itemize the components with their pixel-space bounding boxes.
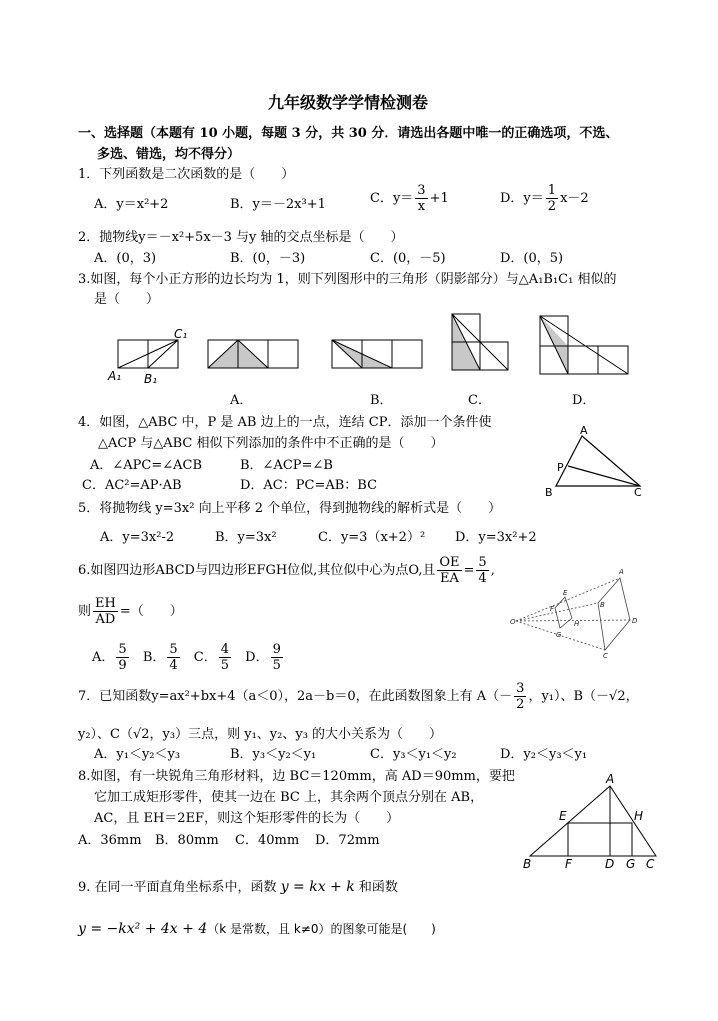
q2-option-b: B．(0，－3) xyxy=(230,251,306,266)
q8-stem: 8.如图，有一块锐角三角形材料，边 BC＝120mm，高 AD＝90mm，要把 xyxy=(78,769,515,784)
q4-stem: 4．如图，△ABC 中，P 是 AB 边上的一点，连结 CP．添加一个条件使 xyxy=(78,415,492,430)
q5-option-a: A．y=3x²-2 xyxy=(100,530,175,545)
q6-fig-h: H xyxy=(574,620,580,628)
q9-func1: y = kx + k xyxy=(280,879,355,895)
q8-label-f: F xyxy=(565,857,572,871)
q6-option-c: C． $\frac{4}{5}$ xyxy=(193,642,230,673)
q3-label-b1: B₁ xyxy=(144,372,158,386)
q3-option-b: B． xyxy=(370,393,393,408)
q6-fig-e: E xyxy=(563,589,568,597)
q7-stem-cont: y₂）、C（√2，y₃）三点，则 y₁、y₂、y₃ 的大小关系为（ ） xyxy=(78,727,443,742)
q6-fig-c: C xyxy=(603,652,608,660)
q4-stem-cont: △ACP 与△ABC 相似下列添加的条件中不正确的是（ ） xyxy=(98,436,444,451)
q2-option-d: D．(0，5) xyxy=(500,251,564,266)
q8-option-b: B．80mm xyxy=(155,833,219,848)
q3-option-a: A． xyxy=(230,393,253,408)
q6-option-b: B． $\frac{5}{4}$ xyxy=(142,642,178,673)
q3-stem-cont: 是（ ） xyxy=(94,292,160,307)
q7-option-d: D．y₂＜y₃＜y₁ xyxy=(500,747,588,762)
q7-option-b: B．y₃＜y₂＜y₁ xyxy=(230,747,317,762)
q1-option-d: D．y＝ $\frac{1}{2}$ x－2 xyxy=(500,183,589,214)
q6-fig-o: O xyxy=(510,618,516,626)
q6-fig-d: D xyxy=(632,617,638,625)
q3-label-c1: C₁ xyxy=(174,327,188,341)
q6-fig-a: A xyxy=(619,568,624,576)
q2-option-c: C．(0，－5) xyxy=(370,251,446,266)
q3-label-a1: A₁ xyxy=(108,369,122,383)
q4-option-b: B．∠ACP=∠B xyxy=(240,458,333,473)
q3-option-d: D． xyxy=(572,393,596,408)
q5-option-b: B．y=3x² xyxy=(215,530,277,545)
q4-label-a: A xyxy=(580,424,588,437)
q4-option-a: A．∠APC=∠ACB xyxy=(90,458,203,473)
q1-option-c: C．y＝ $\frac{3}{x}$ +1 xyxy=(370,183,449,214)
q4-label-p: P xyxy=(557,461,564,474)
q5-option-c: C．y=3（x+2）² xyxy=(318,530,426,545)
q1-option-a: A．y＝x²+2 xyxy=(94,197,169,212)
q7-stem: 7．已知函数y=ax²+bx+4（a＜0），2a－b＝0，在此函数图象上有 A（－ $\frac{3}{2}$ ，y₁）、B（－√2， xyxy=(78,681,639,712)
q8-stem-cont1: 它加工成矩形零件，使其一边在 BC 上，其余两个顶点分别在 AB， xyxy=(94,790,484,805)
q8-option-a: A．36mm xyxy=(78,833,142,848)
q2-option-a: A．(0，3) xyxy=(94,251,157,266)
q9-stem: 9. 在同一平面直角坐标系中，函数 y = kx + k 和函数 xyxy=(78,879,398,895)
q8-label-g: G xyxy=(626,857,636,871)
q6-option-a: A． $\frac{5}{9}$ xyxy=(92,642,127,673)
q6-ask: 则 $\frac{EH}{AD}$ =（ ） xyxy=(78,596,183,627)
q1-option-b: B．y＝－2x³+1 xyxy=(230,197,326,212)
q3-option-c: C． xyxy=(468,393,491,408)
q8-stem-cont2: AC，且 EH＝2EF，则这个矩形零件的长为（ ） xyxy=(94,811,400,826)
q9-stem-cont: y = −kx² + 4x + 4（k 是常数，且 k≠0）的图象可能是( ) xyxy=(78,921,436,937)
q8-label-e: E xyxy=(559,809,567,823)
q8-option-c: C．40mm xyxy=(235,833,300,848)
q6-fig-f: F xyxy=(550,605,555,613)
q8-label-b: B xyxy=(523,857,532,871)
q5-stem: 5．将抛物线 y=3x² 向上平移 2 个单位，得到抛物线的解析式是（ ） xyxy=(78,501,502,516)
q7-option-c: C．y₃＜y₁＜y₂ xyxy=(370,747,457,762)
q6-fig-g: G xyxy=(556,631,562,639)
q8-label-h: H xyxy=(634,809,644,823)
q2-stem: 2．抛物线y＝－x²+5x－3 与y 轴的交点坐标是（ ） xyxy=(78,230,404,245)
q3-stem: 3.如图，每个小正方形的边长均为 1，则下列图形中的三角形（阴影部分）与△A₁B₁C₁ 相似的 xyxy=(78,272,617,287)
page-title: 九年级数学学情检测卷 xyxy=(268,93,429,112)
q5-option-d: D．y=3x²+2 xyxy=(455,530,537,545)
q4-label-b: B xyxy=(545,486,553,499)
q7-option-a: A．y₁＜y₂＜y₃ xyxy=(94,747,181,762)
q4-label-c: C xyxy=(634,486,642,499)
q8-label-a: A xyxy=(606,772,615,786)
q8-option-d: D．72mm xyxy=(315,833,380,848)
section-header: 一、选择题（本题有 10 小题，每题 3 分，共 30 分．请选出各题中唯一的正确选项，不选、 xyxy=(78,126,619,141)
q8-label-c: C xyxy=(646,857,655,871)
q9-func2: y = −kx² + 4x + 4 xyxy=(78,921,208,937)
q6-fig-b: B xyxy=(600,601,605,609)
q4-option-c: C．AC²=AP·AB xyxy=(82,478,182,493)
q4-option-d: D．AC：PC=AB：BC xyxy=(240,478,378,493)
q6-option-d: D． $\frac{9}{5}$ xyxy=(245,642,281,673)
q8-label-d: D xyxy=(605,857,615,871)
section-header-cont: 多选、错选，均不得分） xyxy=(97,147,241,162)
q6-stem: 6.如图四边形ABCD与四边形EFGH位似,其位似中心为点O,且 $\frac{OE}{EA}$ = $\frac{5}{4}$ , xyxy=(78,555,495,586)
q1-stem: 1．下列函数是二次函数的是（ ） xyxy=(78,167,295,182)
